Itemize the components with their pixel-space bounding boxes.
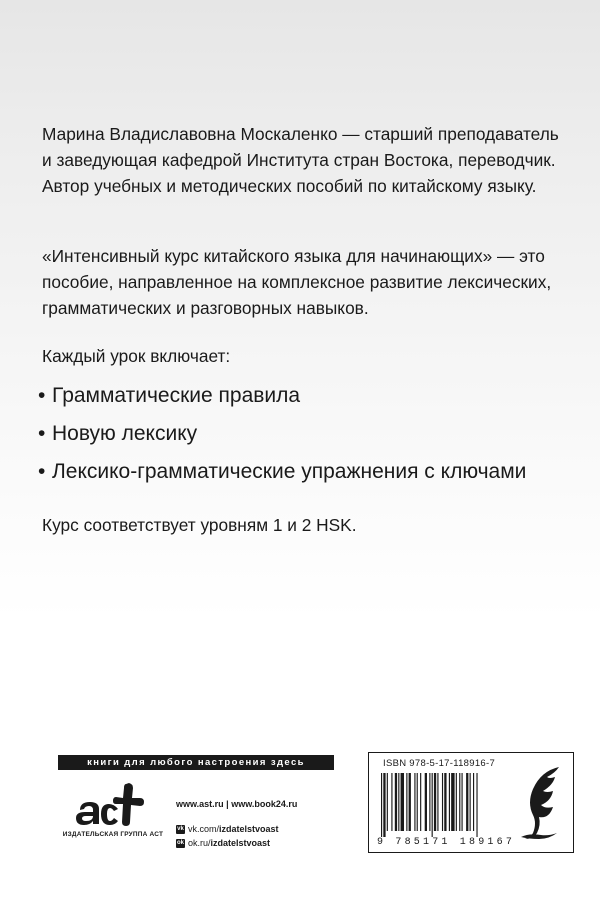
bullet-icon: • xyxy=(38,460,46,483)
barcode-bar xyxy=(391,773,392,831)
barcode-bar xyxy=(381,773,382,837)
isbn-barcode-box xyxy=(368,752,574,853)
publisher-logo xyxy=(58,780,168,844)
barcode-bar xyxy=(476,773,477,837)
barcode-bar xyxy=(417,773,418,831)
barcode-icon xyxy=(379,773,509,837)
barcode-bar xyxy=(409,773,411,831)
bullet-icon: • xyxy=(38,422,46,445)
list-item: • Грамматические правила xyxy=(38,378,526,416)
barcode-bar xyxy=(437,773,438,831)
websites-link[interactable]: www.ast.ru | www.book24.ru xyxy=(176,799,298,809)
barcode-bar xyxy=(442,773,443,831)
barcode-bar xyxy=(414,773,415,831)
barcode-bar xyxy=(434,773,436,831)
ok-row[interactable]: ok ok.ru/ izdatelstvoast xyxy=(176,838,271,848)
barcode-bar xyxy=(398,773,399,831)
barcode-bar xyxy=(425,773,427,831)
ok-icon: ok xyxy=(176,839,184,846)
websites-row xyxy=(176,797,297,811)
lesson-contents-list xyxy=(38,378,526,492)
publisher-caption: ИЗДАТЕЛЬСКАЯ ГРУППА АСТ xyxy=(62,831,164,838)
vk-icon: vk xyxy=(177,825,184,832)
vk-row[interactable]: vk vk.com/ izdatelstvoast xyxy=(177,824,279,834)
barcode-digits: 9 785171 189167 xyxy=(377,837,516,848)
barcode-bar xyxy=(449,773,450,831)
barcode-bar xyxy=(456,773,457,831)
feather-logo-icon xyxy=(519,763,565,843)
author-bio: Марина Владиславовна Москаленко — старший преподаватель и заведующая кафедрой Института стран Востока, переводчик. Автор учебных и методических пособий по китайскому языку. xyxy=(42,124,559,196)
lesson-intro: Каждый урок включает: xyxy=(42,346,231,366)
isbn-number: ISBN 978-5-17-118916-7 xyxy=(383,758,496,769)
ast-logo-icon xyxy=(66,780,156,830)
list-item: • Новую лексику xyxy=(38,416,526,454)
barcode-bar xyxy=(466,773,468,831)
barcode-bar xyxy=(473,773,474,831)
barcode-bar xyxy=(451,773,454,831)
barcode-bar xyxy=(470,773,471,831)
list-item: • Лексико-грамматические упражнения с ключами xyxy=(38,454,526,492)
publisher-tagline: книги для любого настроения здесь xyxy=(58,755,334,770)
barcode-bar xyxy=(429,773,430,831)
barcode-bar xyxy=(462,773,463,831)
barcode-bar xyxy=(432,773,433,837)
barcode-bar xyxy=(420,773,421,831)
publisher-links xyxy=(176,797,297,850)
barcode-bar xyxy=(406,773,407,831)
hsk-level-note: Курс соответствует уровням 1 и 2 HSK. xyxy=(42,515,357,535)
barcode-bar xyxy=(401,773,404,831)
barcode-bar xyxy=(387,773,388,831)
barcode-bar xyxy=(459,773,460,831)
barcode-bar xyxy=(444,773,446,831)
barcode-bar xyxy=(395,773,397,831)
book-description: «Интенсивный курс китайского языка для начинающих» — это пособие, направленное на комплексное развитие лексических, грамматических и разговорных навыков. xyxy=(42,246,552,318)
bullet-icon: • xyxy=(38,384,46,407)
barcode-bar xyxy=(383,773,385,837)
